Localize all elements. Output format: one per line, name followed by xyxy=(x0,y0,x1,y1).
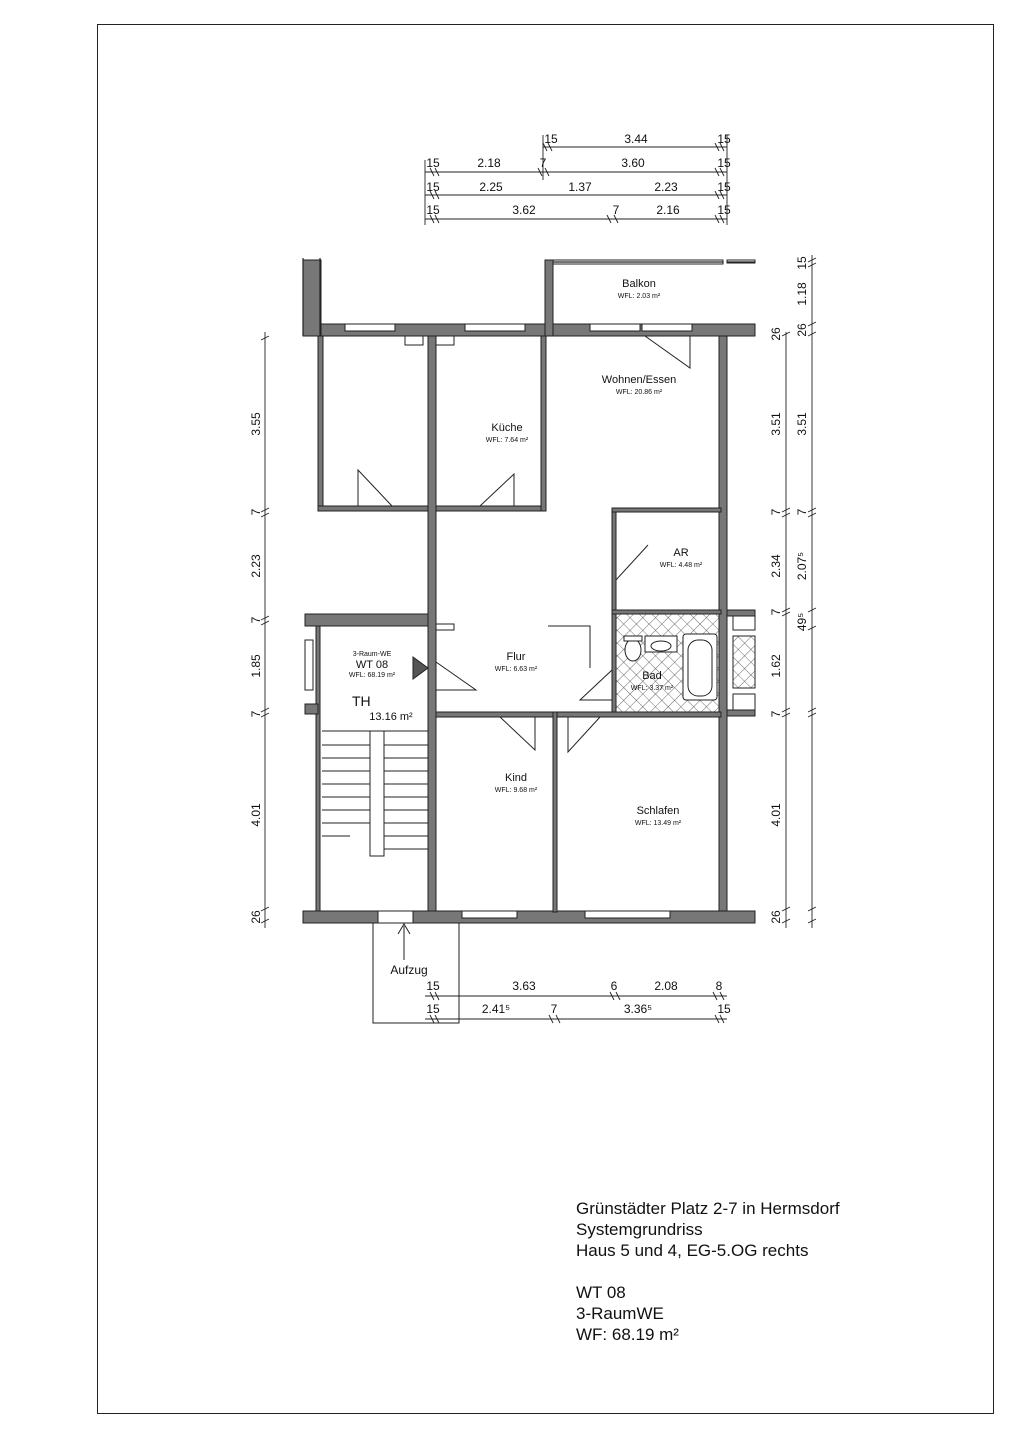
dim-left-f: 7 xyxy=(249,710,263,718)
dim-top-3-b: 2.25 xyxy=(479,180,503,194)
room-bad-area: WFL: 3.37 m² xyxy=(630,685,674,692)
dim-left-e: 1.85 xyxy=(249,654,263,678)
title-block xyxy=(576,1198,840,1345)
room-balkon: Balkon xyxy=(622,278,656,290)
dim-right-in-a: 26 xyxy=(769,327,783,341)
unit-type: 3-Raum-WE xyxy=(352,651,392,658)
dim-bottom-2-a: 15 xyxy=(426,1002,440,1016)
dim-right-out-f: 2.07⁵ xyxy=(795,551,809,581)
dim-bottom-2-d: 3.36⁵ xyxy=(623,1002,653,1016)
stair-name: TH xyxy=(352,693,371,709)
info-address: Grünstädter Platz 2-7 in Hermsdorf xyxy=(576,1199,840,1218)
dim-bottom-2-c: 7 xyxy=(550,1002,558,1016)
room-kind: Kind xyxy=(504,772,528,784)
info-area: WF: 68.19 m² xyxy=(576,1325,679,1344)
dim-top-2-a: 15 xyxy=(426,156,440,170)
room-schlafen-area: WFL: 13.49 m² xyxy=(634,820,682,827)
dim-left-g: 4.01 xyxy=(249,803,263,827)
dim-bottom-2-e: 15 xyxy=(717,1002,731,1016)
room-flur-area: WFL: 6.63 m² xyxy=(494,666,538,673)
dim-right-in-d: 2.34 xyxy=(769,554,783,578)
dim-right-in-f: 1.62 xyxy=(769,654,783,678)
dim-top-4-c: 7 xyxy=(612,203,620,217)
dim-bottom-1-a: 15 xyxy=(426,979,440,993)
dim-right-in-b: 3.51 xyxy=(769,412,783,436)
dim-right-out-d: 3.51 xyxy=(795,412,809,436)
elevator-label: Aufzug xyxy=(390,963,428,977)
room-bad: Bad xyxy=(642,670,662,682)
stair-area: 13.16 m² xyxy=(369,711,413,723)
dim-top-3-a: 15 xyxy=(426,180,440,194)
unit-id: WT 08 xyxy=(355,659,389,671)
dim-top-4-b: 3.62 xyxy=(512,203,536,217)
info-unit: WT 08 xyxy=(576,1283,626,1302)
dim-top-2-b: 2.18 xyxy=(477,156,501,170)
dim-top-2-c: 7 xyxy=(539,156,547,170)
dim-top-4-d: 2.16 xyxy=(656,203,680,217)
dim-left-b: 7 xyxy=(249,508,263,516)
dim-left-h: 26 xyxy=(249,910,263,924)
dim-top-2-e: 15 xyxy=(717,156,731,170)
dim-left-a: 3.55 xyxy=(249,412,263,436)
dim-right-out-c: 26 xyxy=(795,323,809,337)
dim-bottom-1-d: 2.08 xyxy=(654,979,678,993)
dim-right-in-g: 7 xyxy=(769,710,783,718)
dimension-lines xyxy=(261,135,816,1023)
dim-right-in-c: 7 xyxy=(769,508,783,516)
dim-right-out-b: 1.18 xyxy=(795,282,809,306)
dim-bottom-2-b: 2.41⁵ xyxy=(481,1002,511,1016)
info-plan-type: Systemgrundriss xyxy=(576,1220,703,1239)
dim-right-in-e: 7 xyxy=(769,608,783,616)
dim-bottom-1-e: 8 xyxy=(715,979,723,993)
dim-top-2-d: 3.60 xyxy=(621,156,645,170)
dim-top-4-a: 15 xyxy=(426,203,440,217)
room-wohnen: Wohnen/Essen xyxy=(601,374,677,386)
dim-right-out-g: 49⁵ xyxy=(795,612,809,632)
dim-top-4-e: 15 xyxy=(717,203,731,217)
dim-top-3-c: 1.37 xyxy=(568,180,592,194)
dim-top-3-e: 15 xyxy=(717,180,731,194)
dim-right-out-a: 15 xyxy=(795,256,809,270)
unit-area: WFL: 68.19 m² xyxy=(348,672,396,679)
room-kueche: Küche xyxy=(491,422,523,434)
dim-right-in-h: 4.01 xyxy=(769,803,783,827)
room-balkon-area: WFL: 2.03 m² xyxy=(617,293,661,300)
room-schlafen: Schlafen xyxy=(636,805,680,817)
dim-top-1-b: 3.44 xyxy=(624,132,648,146)
room-wohnen-area: WFL: 20.86 m² xyxy=(615,389,663,396)
dim-bottom-1-b: 3.63 xyxy=(512,979,536,993)
info-rooms: 3-RaumWE xyxy=(576,1304,664,1323)
dim-left-d: 7 xyxy=(249,616,263,624)
room-kueche-area: WFL: 7.64 m² xyxy=(485,437,529,444)
dim-right-in-i: 26 xyxy=(769,910,783,924)
dim-top-1-c: 15 xyxy=(717,132,731,146)
dim-bottom-1-c: 6 xyxy=(610,979,618,993)
info-building: Haus 5 und 4, EG-5.OG rechts xyxy=(576,1241,809,1260)
entrance-marker-icon xyxy=(413,657,428,679)
room-kind-area: WFL: 9.68 m² xyxy=(494,787,538,794)
staircase xyxy=(322,731,428,856)
room-ar-area: WFL: 4.48 m² xyxy=(659,562,703,569)
room-flur: Flur xyxy=(506,651,526,663)
dim-left-c: 2.23 xyxy=(249,554,263,578)
room-ar: AR xyxy=(673,547,689,559)
dim-top-3-d: 2.23 xyxy=(654,180,678,194)
dim-top-1-a: 15 xyxy=(544,132,558,146)
dim-right-out-e: 7 xyxy=(795,508,809,516)
